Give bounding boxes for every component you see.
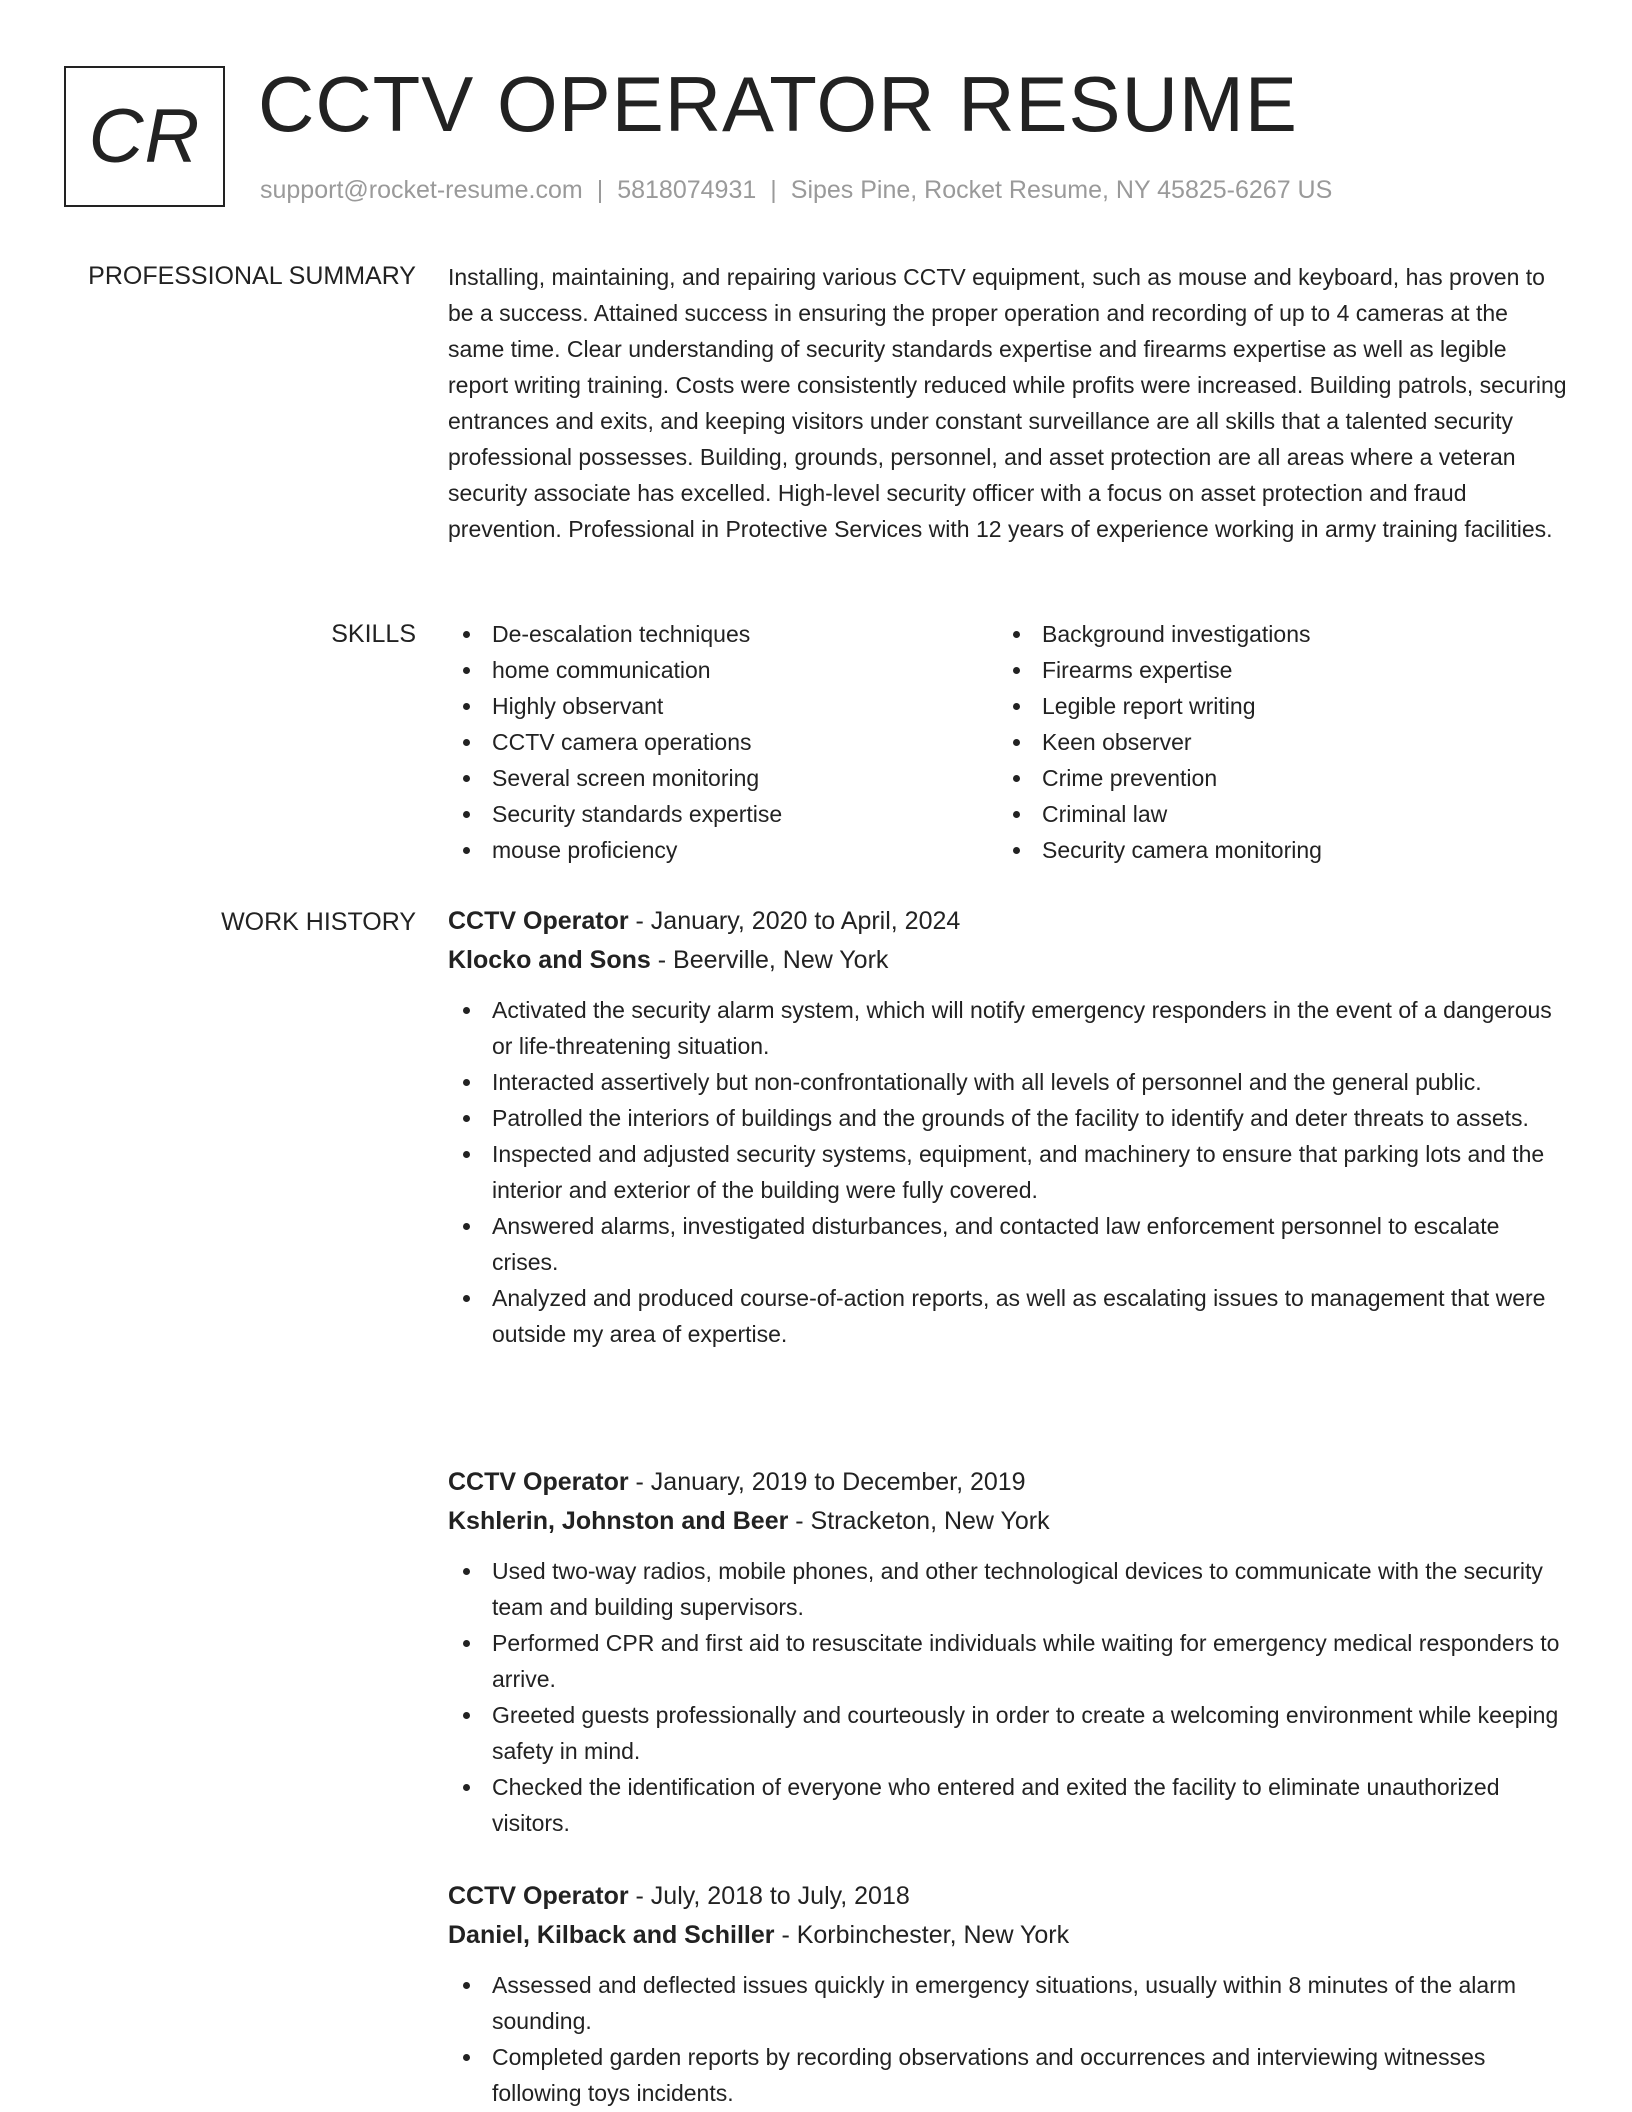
job-title: CCTV Operator bbox=[448, 1882, 629, 1910]
job-duty: Answered alarms, investigated disturbances, and contacted law enforcement personnel to escalate crises. bbox=[448, 1208, 1568, 1280]
skill-item: CCTV camera operations bbox=[448, 724, 998, 760]
job-duty: Activated the security alarm system, which will notify emergency responders in the event of a dangerous or life-threatening situation. bbox=[448, 992, 1568, 1064]
skill-item: De-escalation techniques bbox=[448, 616, 998, 652]
job-company: Klocko and Sons bbox=[448, 946, 651, 974]
skill-item: Crime prevention bbox=[998, 760, 1548, 796]
job-company: Daniel, Kilback and Schiller bbox=[448, 1921, 775, 1949]
skill-item: Several screen monitoring bbox=[448, 760, 998, 796]
job-company-line bbox=[448, 1502, 1568, 1541]
job-duty: Inspected and adjusted security systems, equipment, and machinery to ensure that parking lots and the interior and exterior of the building were fully covered. bbox=[448, 1136, 1568, 1208]
job-title-line bbox=[448, 1877, 1568, 1916]
skill-item: Firearms expertise bbox=[998, 652, 1548, 688]
skills-grid bbox=[448, 616, 1568, 868]
skill-item: home communication bbox=[448, 652, 998, 688]
summary-text: Installing, maintaining, and repairing various CCTV equipment, such as mouse and keyboard, has proven to be a success. Attained success in ensuring the proper operation and recording of up to 4 cameras at the same time. Clear understanding of security standards expertise and firearms expertise as well as legible report writing training. Costs were consistently reduced while profits were increased. Building patrols, securing entrances and exits, and keeping visitors under constant surveillance are all skills that a talented security professional possesses. Building, grounds, personnel, and asset protection are all areas where a veteran security associate has excelled. High-level security officer with a focus on asset protection and fraud prevention. Professional in Protective Services with 12 years of experience working in army training facilities. bbox=[448, 264, 1567, 542]
contact-email: support@rocket-resume.com bbox=[260, 176, 583, 204]
job-company: Kshlerin, Johnston and Beer bbox=[448, 1507, 789, 1535]
job-duty: Performed CPR and first aid to resuscitate individuals while waiting for emergency medical responders to arrive. bbox=[448, 1625, 1568, 1697]
job-duty: Analyzed and produced course-of-action reports, as well as escalating issues to management that were outside my area of expertise. bbox=[448, 1280, 1568, 1352]
job-location: - Stracketon, New York bbox=[788, 1507, 1050, 1535]
job-title-line bbox=[448, 902, 1568, 941]
job-duty: Interacted assertively but non-confrontationally with all levels of personnel and the general public. bbox=[448, 1064, 1568, 1100]
job-duty: Assessed and deflected issues quickly in emergency situations, usually within 8 minutes of the alarm sounding. bbox=[448, 1967, 1568, 2039]
job-duties-list bbox=[448, 1553, 1568, 1841]
job-title: CCTV Operator bbox=[448, 907, 629, 935]
job-duty: Checked the identification of everyone who entered and exited the facility to eliminate unauthorized visitors. bbox=[448, 1769, 1568, 1841]
skill-item: Legible report writing bbox=[998, 688, 1548, 724]
skills-section bbox=[448, 616, 1568, 868]
job-duty: Completed garden reports by recording observations and occurrences and interviewing witnesses following toys incidents. bbox=[448, 2039, 1568, 2111]
contact-phone: 5818074931 bbox=[617, 176, 757, 204]
skill-item: Criminal law bbox=[998, 796, 1548, 832]
summary-section bbox=[448, 259, 1568, 547]
job-company-line bbox=[448, 941, 1568, 980]
job-duty: Used two-way radios, mobile phones, and other technological devices to communicate with the security team and building supervisors. bbox=[448, 1553, 1568, 1625]
work-history-heading: WORK HISTORY bbox=[221, 908, 416, 936]
page-title: CCTV OPERATOR RESUME bbox=[258, 60, 1298, 148]
job-dates: - January, 2020 to April, 2024 bbox=[628, 907, 961, 935]
job-dates: - January, 2019 to December, 2019 bbox=[628, 1468, 1026, 1496]
skill-item: Highly observant bbox=[448, 688, 998, 724]
skills-list-right bbox=[998, 616, 1548, 868]
contact-separator: | bbox=[596, 176, 604, 204]
monogram-logo: CR bbox=[64, 66, 225, 207]
job-title-line bbox=[448, 1463, 1568, 1502]
skill-item: mouse proficiency bbox=[448, 832, 998, 868]
skill-item: Background investigations bbox=[998, 616, 1548, 652]
contact-line bbox=[260, 172, 1332, 208]
skills-heading: SKILLS bbox=[331, 620, 416, 648]
summary-heading: PROFESSIONAL SUMMARY bbox=[88, 262, 416, 290]
job-duties-list bbox=[448, 1967, 1568, 2111]
skill-item: Keen observer bbox=[998, 724, 1548, 760]
job-title: CCTV Operator bbox=[448, 1468, 629, 1496]
job-location: - Korbinchester, New York bbox=[774, 1921, 1070, 1949]
skills-list-left bbox=[448, 616, 998, 868]
job-location: - Beerville, New York bbox=[650, 946, 889, 974]
job-duty: Greeted guests professionally and courteously in order to create a welcoming environment while keeping safety in mind. bbox=[448, 1697, 1568, 1769]
job-duty: Patrolled the interiors of buildings and the grounds of the facility to identify and deter threats to assets. bbox=[448, 1100, 1568, 1136]
job-entry bbox=[448, 902, 1568, 1352]
job-dates: - July, 2018 to July, 2018 bbox=[628, 1882, 910, 1910]
skill-item: Security standards expertise bbox=[448, 796, 998, 832]
job-entry bbox=[448, 1463, 1568, 1841]
contact-separator: | bbox=[770, 176, 777, 204]
skill-item: Security camera monitoring bbox=[998, 832, 1548, 868]
job-entry bbox=[448, 1877, 1568, 2111]
job-duties-list bbox=[448, 992, 1568, 1352]
job-company-line bbox=[448, 1916, 1568, 1955]
contact-address: Sipes Pine, Rocket Resume, NY 45825-6267 US bbox=[790, 176, 1333, 204]
